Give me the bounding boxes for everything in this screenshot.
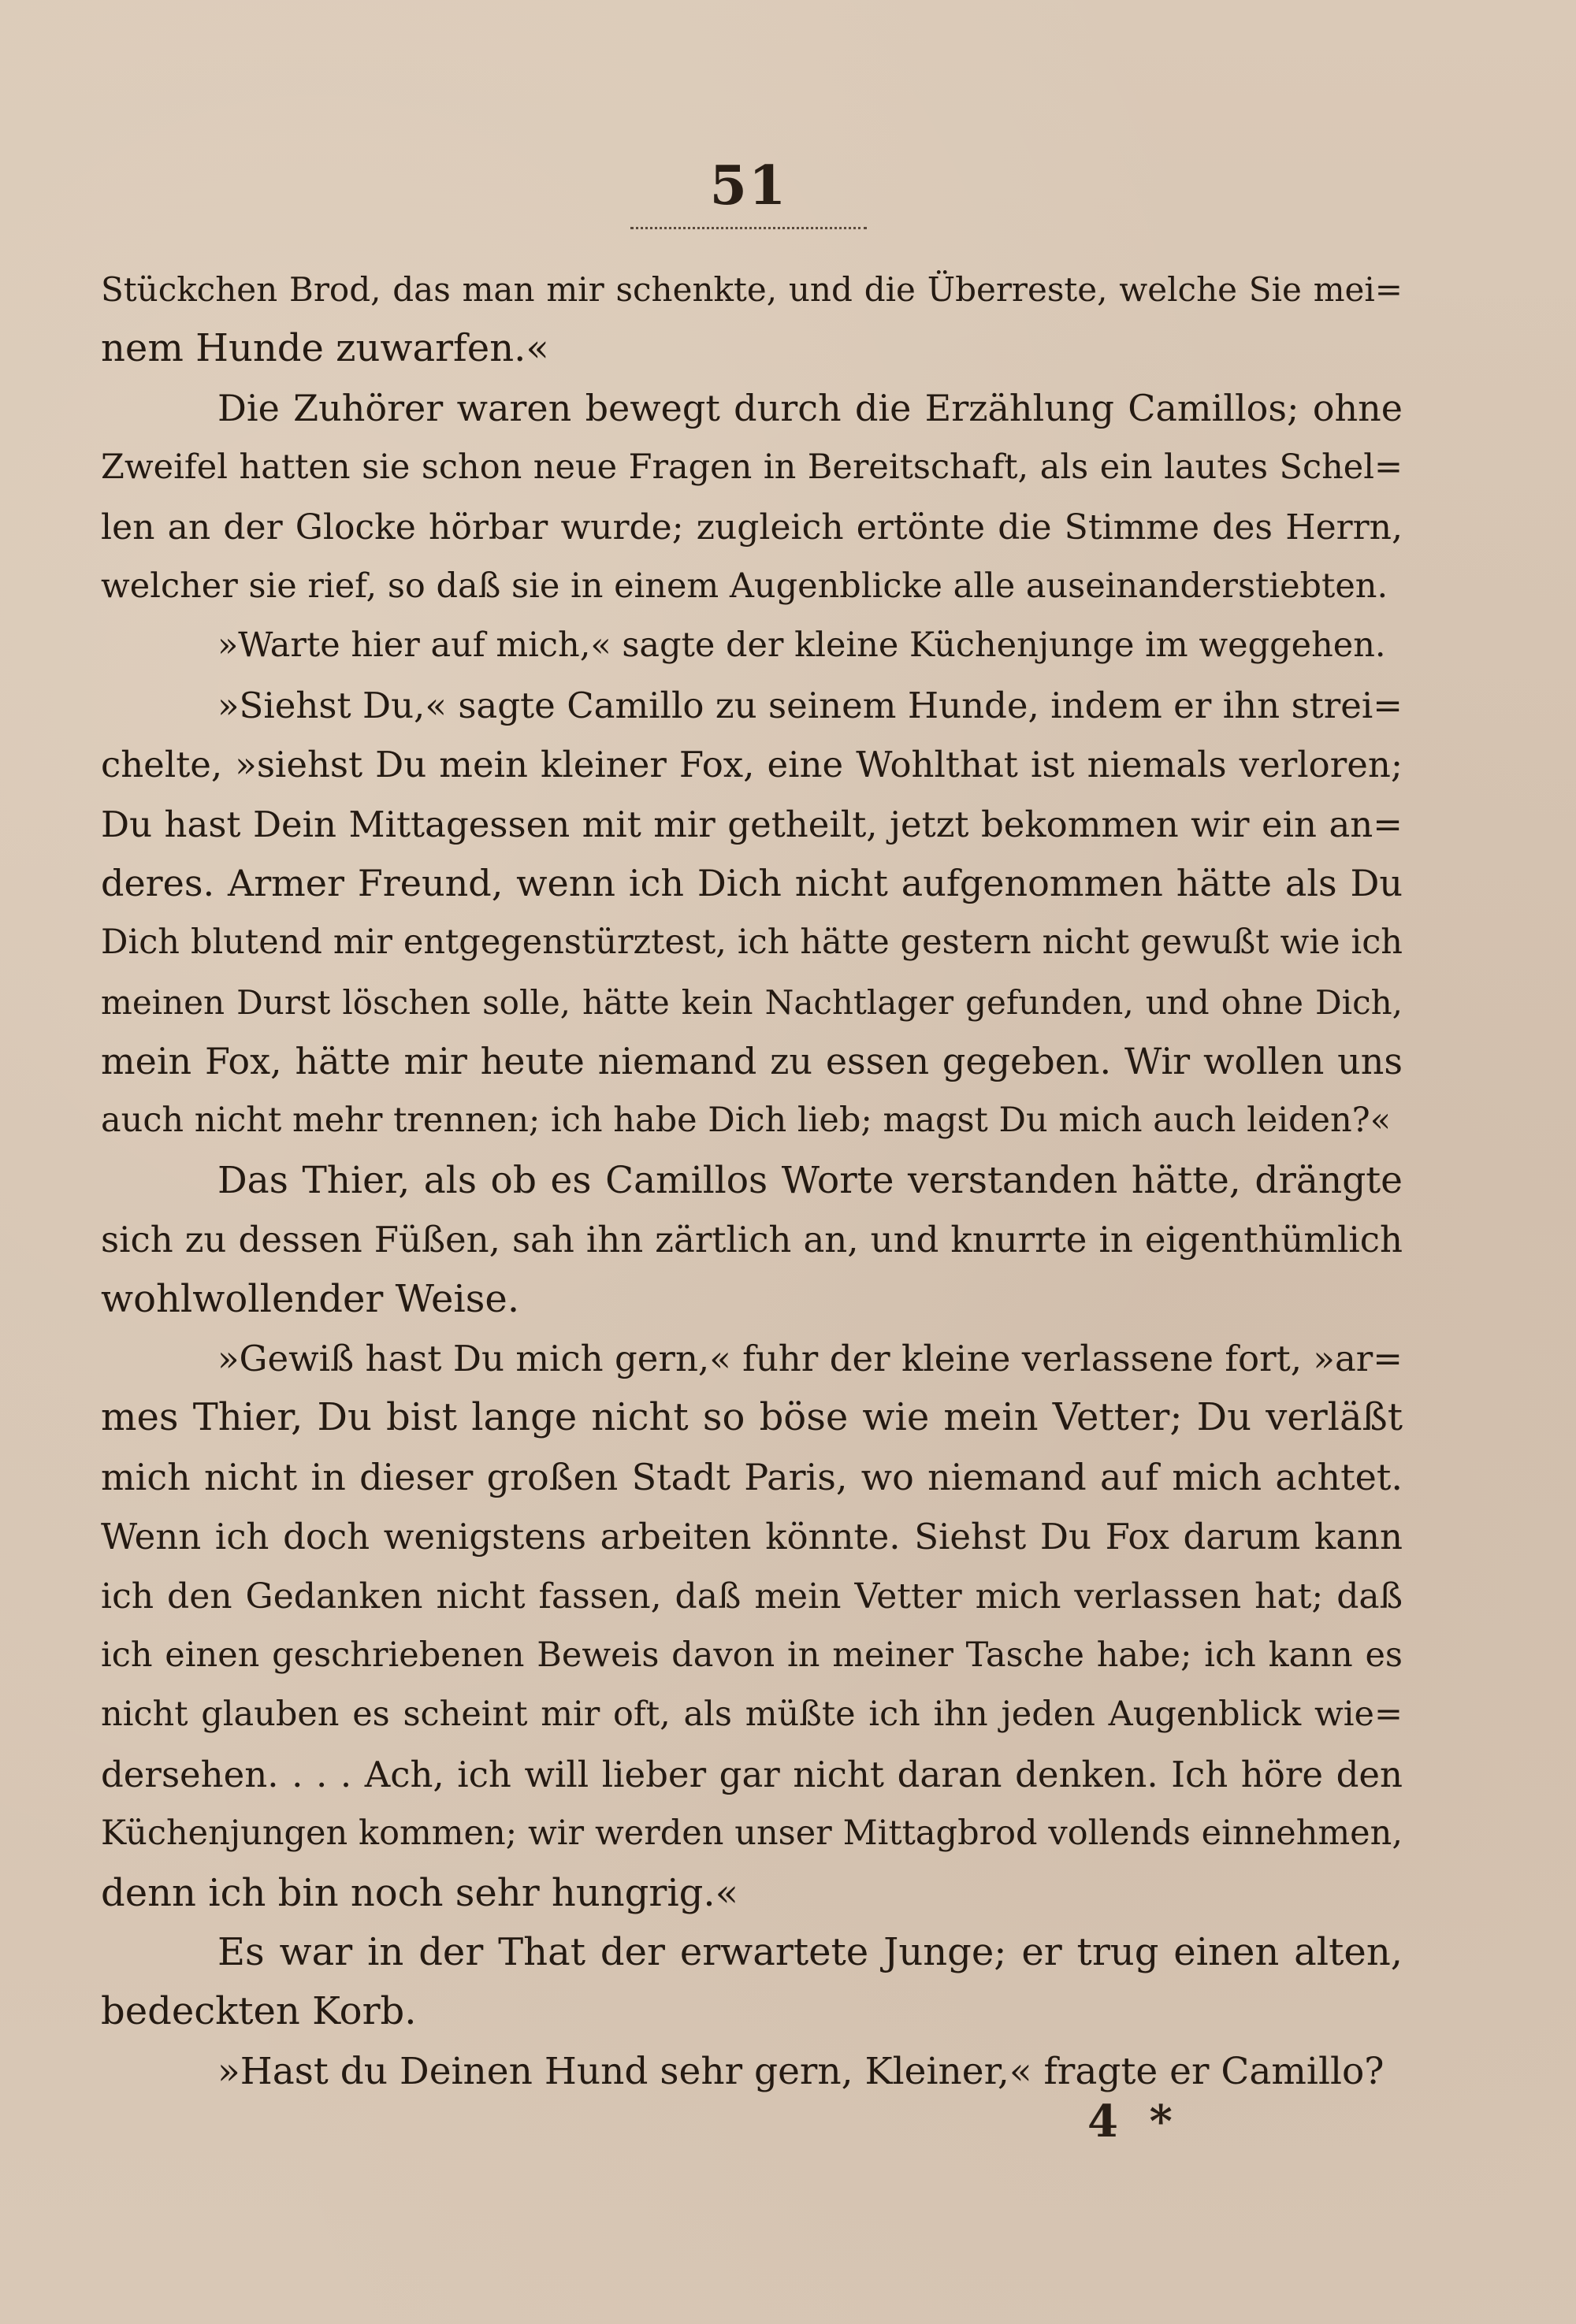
text-line: Du hast Dein Mittagessen mit mir getheilt, jetzt bekommen wir ein an= [101,803,1403,845]
text-line: »Hast du Deinen Hund sehr gern, Kleiner,« fragte er Camillo? [217,2049,1385,2093]
signature-mark: 4 * [1087,2096,1180,2148]
text-line: chelte, »siehst Du mein kleiner Fox, eine Wohlthat ist niemals verloren; [101,744,1403,786]
text-line: Küchenjungen kommen; wir werden unser Mittagbrod vollends einnehmen, [101,1814,1403,1854]
text-line: len an der Glocke hörbar wurde; zugleich ertönte die Stimme des Herrn, [101,507,1403,548]
text-line: mein Fox, hätte mir heute niemand zu essen gegeben. Wir wollen uns [101,1040,1403,1083]
text-line: bedeckten Korb. [101,1989,417,2034]
text-line: Stückchen Brod, das man mir schenkte, und die Überreste, welche Sie mei= [101,270,1403,309]
text-line: denn ich bin noch sehr hungrig.« [101,1870,739,1915]
text-line: auch nicht mehr trennen; ich habe Dich lieb; magst Du mich auch leiden?« [101,1101,1392,1141]
text-line: nicht glauben es scheint mir oft, als müßte ich ihn jeden Augenblick wie= [101,1695,1403,1735]
text-line: ich einen geschriebenen Beweis davon in meiner Tasche habe; ich kann es [101,1635,1403,1675]
text-line: mich nicht in dieser großen Stadt Paris, wo niemand auf mich achtet. [101,1455,1403,1498]
text-line: Es war in der That der erwartete Junge; er trug einen alten, [217,1929,1403,1974]
page-number: 51 [709,154,788,217]
text-line: welcher sie rief, so daß sie in einem Augenblicke alle auseinanderstiebten. [101,566,1388,606]
text-line: deres. Armer Freund, wenn ich Dich nicht aufgenommen hätte als Du [101,861,1403,904]
text-line: ich den Gedanken nicht fassen, daß mein Vetter mich verlassen hat; daß [101,1576,1403,1617]
text-line: sich zu dessen Füßen, sah ihn zärtlich an, und knurrte in eigenthümlich [101,1219,1403,1261]
text-line: Die Zuhörer waren bewegt durch die Erzählung Camillos; ohne [217,386,1403,429]
header-dotted-rule [630,227,867,229]
text-line: mes Thier, Du bist lange nicht so böse wie mein Vetter; Du verläßt [101,1395,1403,1440]
text-line: »Warte hier auf mich,« sagte der kleine Küchenjunge im weggehen. [217,626,1386,666]
text-line: meinen Durst löschen solle, hätte kein Nachtlager gefunden, und ohne Dich, [101,982,1403,1022]
text-line: Das Thier, als ob es Camillos Worte verstanden hätte, drängte [217,1158,1403,1202]
text-line: Dich blutend mir entgegenstürztest, ich hätte gestern nicht gewußt wie ich [101,923,1403,963]
body-text [101,260,1403,2101]
text-line: wohlwollender Weise. [101,1276,520,1321]
text-line: »Siehst Du,« sagte Camillo zu seinem Hunde, indem er ihn strei= [217,684,1403,726]
text-line: dersehen. . . . Ach, ich will lieber gar nicht daran denken. Ich höre den [101,1753,1403,1795]
text-line: Zweifel hatten sie schon neue Fragen in Bereitschaft, als ein lautes Schel= [101,447,1403,488]
text-line: »Gewiß hast Du mich gern,« fuhr der kleine verlassene fort, »ar= [217,1338,1403,1380]
text-line: nem Hunde zuwarfen.« [101,326,549,371]
text-line: Wenn ich doch wenigstens arbeiten könnte. Siehst Du Fox darum kann [101,1516,1403,1558]
